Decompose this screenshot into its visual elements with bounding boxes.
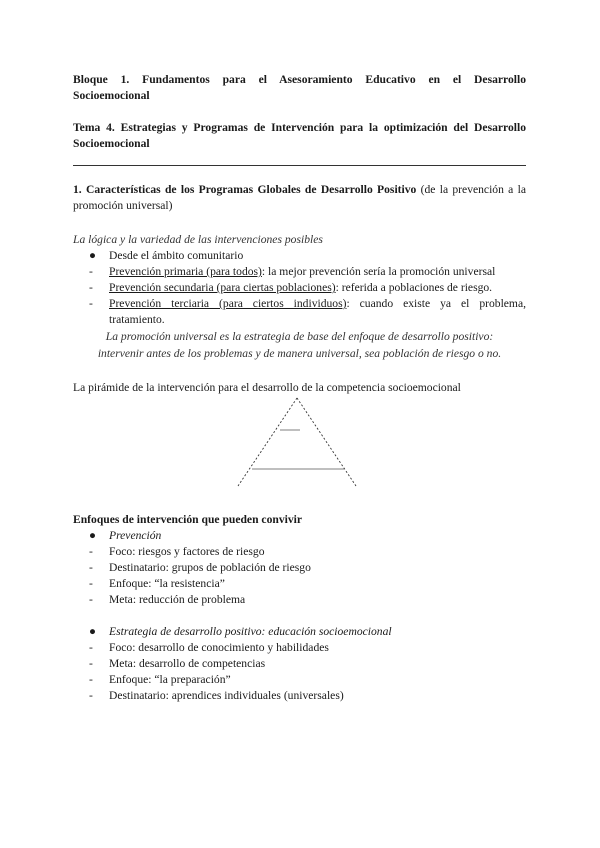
dash-marker: - xyxy=(89,561,93,574)
list-item-continuation xyxy=(73,312,526,328)
tema-title-line2: Socioemocional xyxy=(73,137,150,150)
list-item-text: Desde el ámbito comunitario xyxy=(109,249,244,262)
section1-subheading: La lógica y la variedad de las intervenciones posibles xyxy=(73,233,323,246)
list-item-text: Enfoque: “la resistencia” xyxy=(109,577,225,590)
list-item-text: : la mejor prevención sería la promoción universal xyxy=(261,265,496,278)
list-item-text: tratamiento. xyxy=(109,313,165,326)
section1-title xyxy=(73,182,526,198)
header-rule xyxy=(73,165,526,166)
bloque-title-line1: Bloque 1. Fundamentos para el Asesoramiento Educativo en el Desarrollo xyxy=(73,73,526,86)
quote-line1: La promoción universal es la estrategia de base del enfoque de desarrollo positivo: xyxy=(105,330,494,343)
list-item xyxy=(73,656,526,672)
list-item xyxy=(73,264,526,280)
group-heading xyxy=(73,624,526,640)
dash-marker: - xyxy=(89,657,93,670)
enfoque-group-prevencion xyxy=(73,528,526,608)
dash-marker: - xyxy=(89,593,93,606)
list-item xyxy=(73,688,526,704)
section1-list xyxy=(73,248,526,328)
group-heading xyxy=(73,528,526,544)
section1-title-bold: 1. Características de los Programas Globales de Desarrollo Positivo xyxy=(73,183,417,196)
list-item xyxy=(73,248,526,264)
list-item-underlined: Prevención primaria (para todos) xyxy=(109,265,262,278)
section1-title-normal: (de la prevención a la xyxy=(416,183,526,196)
dash-marker: - xyxy=(89,689,93,702)
list-item xyxy=(73,544,526,560)
bullet-marker: ● xyxy=(89,249,97,262)
list-item xyxy=(73,640,526,656)
tema-title-line1: Tema 4. Estrategias y Programas de Intervención para la optimización del Desarrollo xyxy=(73,121,526,134)
bloque-title-line2: Socioemocional xyxy=(73,89,150,102)
list-item-text: Meta: reducción de problema xyxy=(109,593,246,606)
list-item xyxy=(73,576,526,592)
dash-marker: - xyxy=(89,577,93,590)
list-item-text: Meta: desarrollo de competencias xyxy=(109,657,266,670)
bullet-marker: ● xyxy=(89,529,97,542)
list-item xyxy=(73,280,526,296)
enfoques-title: Enfoques de intervención que pueden convivir xyxy=(73,513,302,526)
dash-marker: - xyxy=(89,265,93,278)
list-item-underlined: Prevención secundaria (para ciertas poblaciones) xyxy=(109,281,336,294)
list-item-text: Destinatario: grupos de población de riesgo xyxy=(109,561,311,574)
pyramid-diagram xyxy=(234,396,364,488)
quote-line2: intervenir antes de los problemas y de manera universal, sea población de riesgo o no. xyxy=(97,347,502,360)
list-item xyxy=(73,592,526,608)
dash-marker: - xyxy=(89,281,93,294)
list-item xyxy=(73,560,526,576)
list-item xyxy=(73,672,526,688)
list-item-text: : referida a poblaciones de riesgo. xyxy=(335,281,493,294)
group-heading-text: Estrategia de desarrollo positivo: educación socioemocional xyxy=(109,625,392,638)
dash-marker: - xyxy=(89,641,93,654)
pyramid-caption: La pirámide de la intervención para el desarrollo de la competencia socioemocional xyxy=(73,381,461,394)
enfoque-group-desarrollo-positivo xyxy=(73,624,526,704)
list-item xyxy=(73,296,526,312)
dash-marker: - xyxy=(89,545,93,558)
pyramid-right-edge xyxy=(297,398,356,486)
list-item-text: Foco: desarrollo de conocimiento y habilidades xyxy=(109,641,329,654)
bullet-marker: ● xyxy=(89,625,97,638)
list-item-text: Enfoque: “la preparación” xyxy=(109,673,231,686)
dash-marker: - xyxy=(89,297,93,310)
pyramid-left-edge xyxy=(238,398,297,486)
dash-marker: - xyxy=(89,673,93,686)
list-item-underlined: Prevención terciaria (para ciertos individuos) xyxy=(109,297,347,310)
list-item-text: : cuando existe ya el problema, xyxy=(346,297,526,310)
group-heading-text: Prevención xyxy=(109,529,162,542)
list-item-text: Destinatario: aprendices individuales (universales) xyxy=(109,689,344,702)
list-item-text: Foco: riesgos y factores de riesgo xyxy=(109,545,265,558)
section1-title-cont: promoción universal) xyxy=(73,199,173,212)
